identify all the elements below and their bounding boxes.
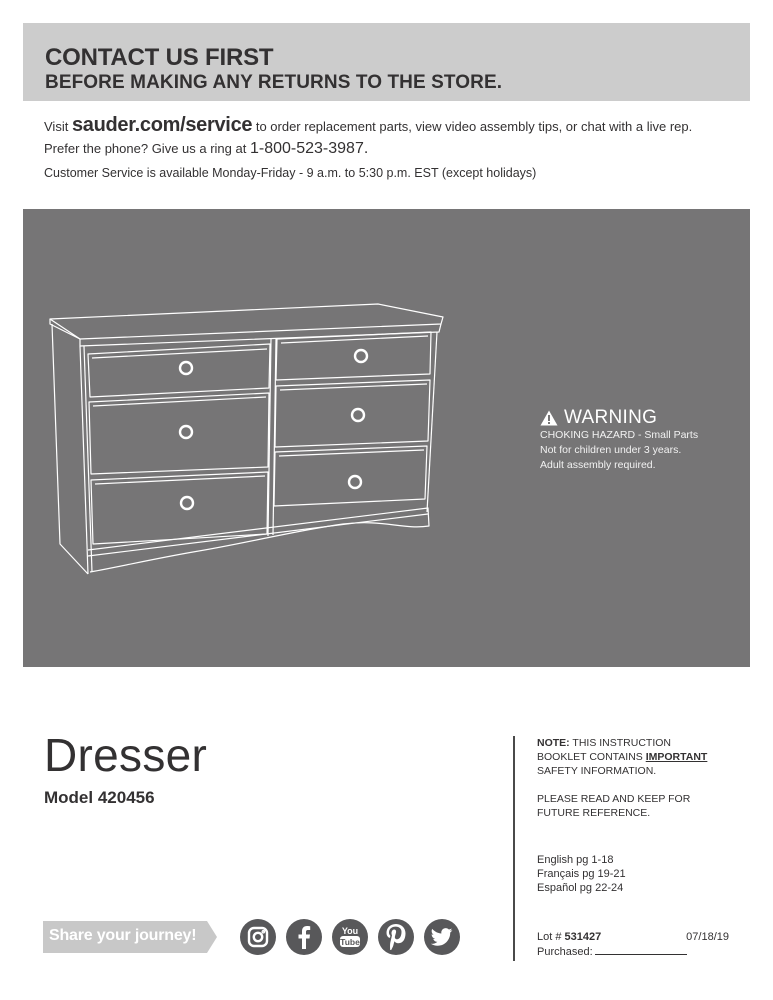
lot-number-field xyxy=(537,930,601,944)
lot-row xyxy=(537,930,729,944)
social-icons xyxy=(240,919,460,955)
warning-heading xyxy=(540,408,698,428)
model-number: Model 420456 xyxy=(44,788,155,807)
instagram-icon[interactable] xyxy=(240,919,276,955)
visit-suffix: to order replacement parts, view video assembly tips, or chat with a live rep. xyxy=(252,119,693,134)
hero-panel xyxy=(23,209,750,667)
visit-prefix: Visit xyxy=(44,119,72,134)
purchased-label: Purchased: xyxy=(537,946,593,958)
warning-line: CHOKING HAZARD - Small Parts xyxy=(540,429,699,441)
svg-text:Tube: Tube xyxy=(340,937,360,947)
phone-prefix: Prefer the phone? Give us a ring at xyxy=(44,141,250,156)
service-info xyxy=(44,114,744,186)
product-title: Dresser xyxy=(44,729,208,781)
service-url-link[interactable]: sauder.com/service xyxy=(71,114,253,136)
lot-number: 531427 xyxy=(564,931,602,943)
warning-line: Not for children under 3 years. xyxy=(540,444,682,456)
purchased-row xyxy=(537,944,729,959)
contact-subtitle: BEFORE MAKING ANY RETURNS TO THE STORE. xyxy=(45,72,503,93)
note-line-3: SAFETY INFORMATION. xyxy=(537,765,657,777)
note-line-4: PLEASE READ AND KEEP FOR xyxy=(537,793,691,805)
note-label: NOTE: xyxy=(537,737,570,749)
warning-line: Adult assembly required. xyxy=(540,459,656,471)
twitter-icon[interactable] xyxy=(424,919,460,955)
warning-heading-text: WARNING xyxy=(564,407,658,428)
youtube-icon[interactable] xyxy=(332,919,368,955)
language-page-list xyxy=(537,853,626,895)
note-line-2-text: BOOKLET CONTAINS xyxy=(537,751,646,763)
lot-label: Lot # xyxy=(537,931,565,943)
share-banner xyxy=(43,921,217,953)
language-item-english: English pg 1-18 xyxy=(537,854,614,866)
contact-banner xyxy=(23,23,750,101)
note-line-1 xyxy=(537,736,747,750)
phone-number[interactable]: 1-800-523-3987. xyxy=(249,140,369,157)
vertical-divider xyxy=(513,736,515,961)
purchased-blank-line xyxy=(595,944,687,955)
facebook-icon[interactable] xyxy=(286,919,322,955)
important-emphasis: IMPORTANT xyxy=(645,751,708,763)
language-item-french: Français pg 19-21 xyxy=(537,868,626,880)
share-label: Share your journey! xyxy=(49,927,197,944)
language-item-spanish: Español pg 22-24 xyxy=(537,882,624,894)
lot-block xyxy=(537,930,729,959)
note-line-5: FUTURE REFERENCE. xyxy=(537,807,651,819)
dresser-illustration xyxy=(43,294,453,594)
lot-date: 07/18/19 xyxy=(686,931,729,943)
note-line-2 xyxy=(537,750,747,764)
pinterest-icon[interactable] xyxy=(378,919,414,955)
contact-title: CONTACT US FIRST xyxy=(45,44,274,71)
svg-text:You: You xyxy=(341,926,359,936)
warning-block xyxy=(540,408,698,473)
service-visit-line xyxy=(44,114,744,138)
service-hours: Customer Service is available Monday-Friday - 9 a.m. to 5:30 p.m. EST (except holidays) xyxy=(44,166,537,180)
warning-triangle-icon xyxy=(540,410,558,426)
note-block xyxy=(537,736,747,820)
service-phone-line xyxy=(44,138,744,160)
note-line-1-text: THIS INSTRUCTION xyxy=(569,737,671,749)
